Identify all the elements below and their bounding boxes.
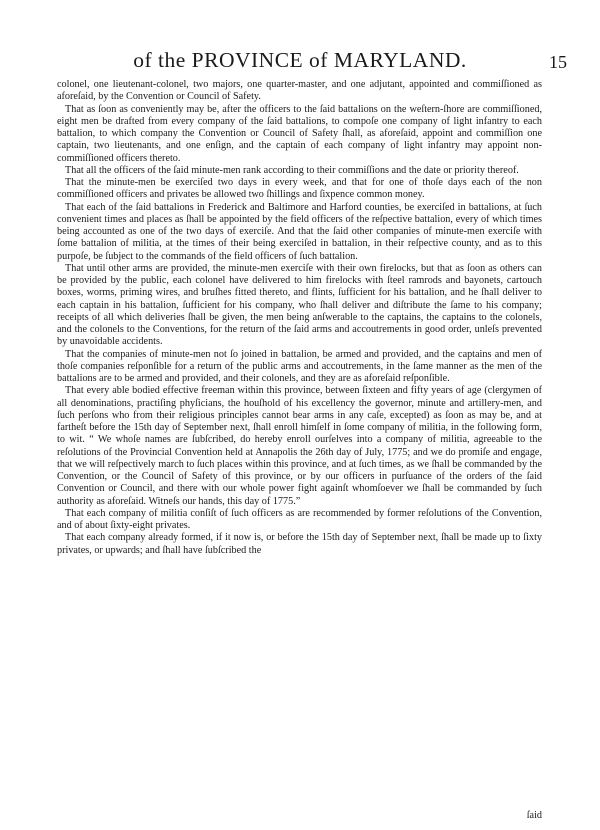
paragraph-10: That each company already formed, if it now is, or before the 15th day of September next, ſhall be made up to ſixty privates, or upwards; and ſhall have ſubſcribed the xyxy=(57,532,542,556)
body-text xyxy=(57,79,542,557)
paragraph-6: That until other arms are provided, the minute-men exerciſe with their own firelocks, but that as ſoon as others can be provided by the public, each colonel have delivered to him firelocks with ſteel ramrods and bayonets, cartouch boxes, worms, priming wires, and bruſhes fitted thereto, and flints, ſufficient for his battalion, and he ſhall deliver to each captain in his battalion, ſufficient for his company, who ſhall deliver and diſtribute the ſame to his company; receipts of all which deliveries ſhall be given, the men being anſwerable to the captains, the captains to the colonels, and the colonels to the Conventions, for the return of the ſaid arms and accoutrements in good order, unleſs prevented by unavoidable accidents. xyxy=(57,262,542,348)
paragraph-4: That the minute-men be exerciſed two days in every week, and that for one of thoſe days each of the non commiſſioned officers and privates be allowed two ſhillings and ſixpence common money. xyxy=(57,177,542,201)
paragraph-9: That each company of militia conſiſt of ſuch officers as are recommended by former reſolutions of the Convention, and of about ſixty-eight privates. xyxy=(57,507,542,531)
running-head: of the PROVINCE of MARYLAND. xyxy=(133,48,467,72)
catchword: ſaid xyxy=(526,810,542,821)
page-number: 15 xyxy=(549,52,567,72)
paragraph-2: That as ſoon as conveniently may be, after the officers to the ſaid battalions on the weſtern-ſhore are commiſſioned, eight men be drafted from every company of the ſaid battalions, to compoſe one company of light infantry to each battalion, to which company the Convention or Council of Safety ſhall, as aforeſaid, appoint and commiſſion one captain, two lieutenants, and one enſign, and the captain of each company of light infantry may appoint non-commiſſioned officers thereto. xyxy=(57,103,542,164)
paragraph-1: colonel, one lieutenant-colonel, two majors, one quarter-master, and one adjutant, appointed and commiſſioned as aforeſaid, by the Convention or Council of Safety. xyxy=(57,79,542,103)
paragraph-7: That the companies of minute-men not ſo joined in battalion, be armed and provided, and the captains and men of thoſe companies reſponſible for a return of the public arms and accoutrements, in the ſame manner as the men of the battalions are to be armed and provided, and their colonels, and they are as aforeſaid reſponſible. xyxy=(57,348,542,384)
paragraph-8: That every able bodied effective freeman within this province, between ſixteen and fifty years of age (clergymen of all denominations, practiſing phyſicians, the houſhold of his excellency the governor, minute and artillery-men, and ſuch perſons who from their religious principles cannot bear arms in any caſe, excepted) as ſoon as may be, and at fartheſt before the 15th day of September next, ſhall enroll himſelf in ſome company of militia, in the following form, to wit. “ We whoſe names are ſubſcribed, do hereby enroll ourſelves into a company of militia, agreeable to the reſolutions of the Provincial Convention held at Annapolis the 26th day of July, 1775; and we do promiſe and engage, that we will reſpectively march to ſuch places within this province, and at ſuch times, as we ſhall be commanded by the Convention, or the Council of Safety of this province, or by our officers in purſuance of the orders of the ſaid Convention or Council, and there with our whole power fight againſt whomſoever we ſhall be commanded by ſuch authority as aforeſaid. Witneſs our hands, this day of 1775.” xyxy=(57,385,542,507)
page-header xyxy=(0,48,600,78)
paragraph-5: That each of the ſaid battalions in Frederick and Baltimore and Harford counties, be exerciſed in battalions, at ſuch convenient times and places as ſhall be appointed by the field officers of the reſpective battalion, every of which times being accounted as one of the two days of exerciſe. And that the ſaid other companies of minute-men exerciſe with ſome battalion of militia, at the times of their being exerciſed in battalion, in their reſpective county, and as to this purpoſe, be ſubject to the commands of the field officers of ſuch battalion. xyxy=(57,201,542,262)
paragraph-3: That all the officers of the ſaid minute-men rank according to their commiſſions and the date or priority thereof. xyxy=(65,164,519,176)
